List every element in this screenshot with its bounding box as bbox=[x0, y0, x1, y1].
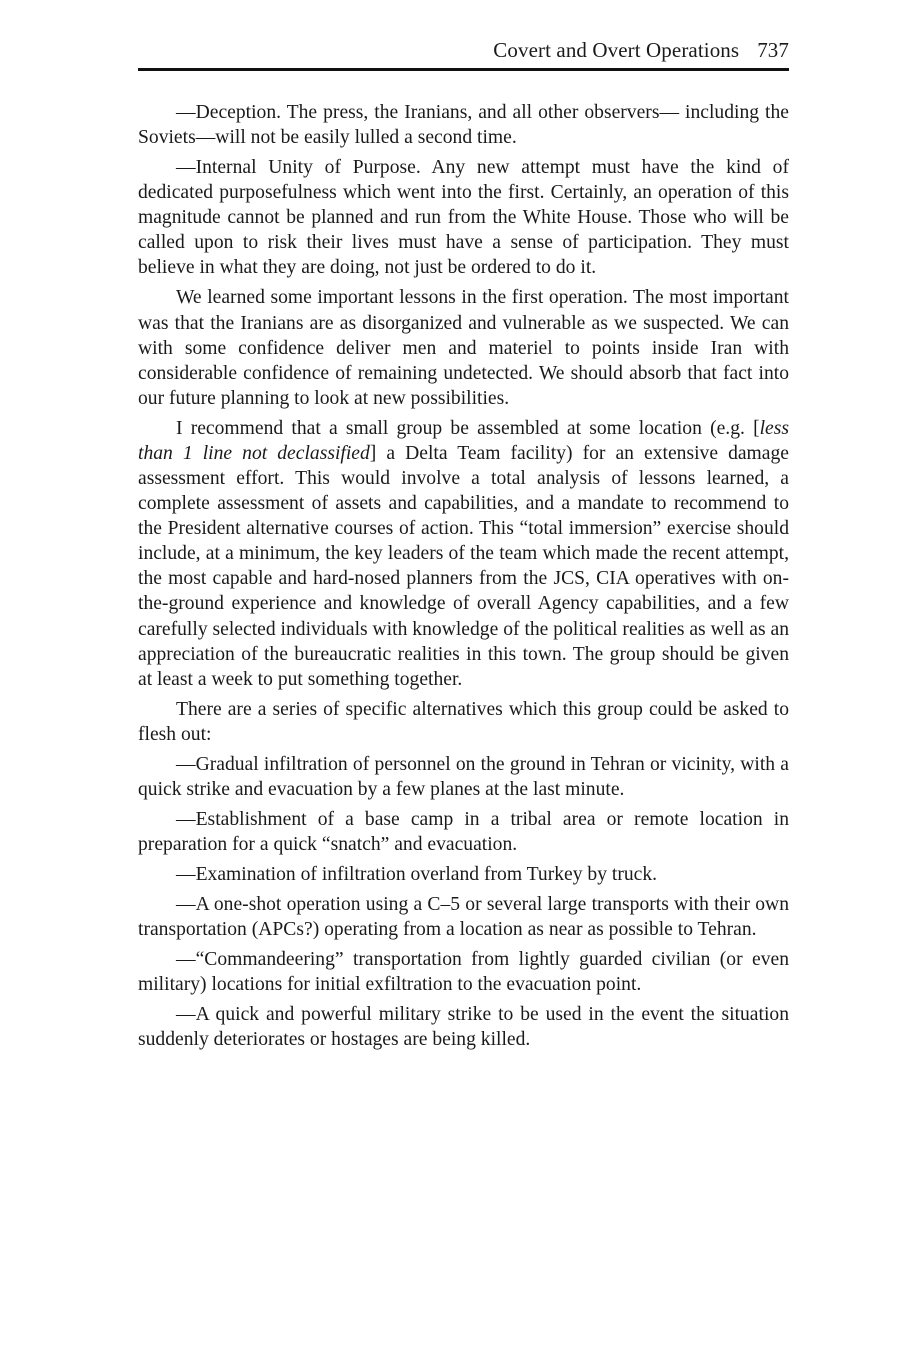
paragraph-lessons-learned: We learned some important lessons in the first operation. The most important was that the Iranians are as disorganized and vulnerable as we suspected. We can with some confidence deliver men and materiel to points inside Iran with considerable confidence of remaining undetected. We should absorb that fact into our future planning to look at new possibilities. bbox=[138, 287, 789, 409]
document-page bbox=[138, 0, 789, 1351]
recommendation-text-end: ] a Delta Team facility) for an extensive damage assessment effort. This would involve a total analysis of lessons learned, a complete assessment of assets and capabilities, and a mandate to recommend to the President alternative courses of action. This “total immersion” exercise should include, at a minimum, the key leaders of the team which made the recent attempt, the most capable and hard-nosed planners from the JCS, CIA operatives with on-the-ground experience and knowledge of overall Agency capabilities, and a few carefully selected individuals with knowledge of the political realities as well as an appreciation of the bureaucratic realities in this town. The group should be given at least a week to put something together. bbox=[138, 442, 789, 690]
body-text bbox=[138, 100, 789, 1057]
paragraph-alternative-turkey: —Examination of infiltration overland from Turkey by truck. bbox=[176, 863, 658, 885]
running-header bbox=[138, 36, 789, 64]
paragraph-alternative-infiltration: —Gradual infiltration of personnel on the ground in Tehran or vicinity, with a quick strike and evacuation by a few planes at the last minute. bbox=[138, 753, 789, 800]
paragraph-alternative-base-camp: —Establishment of a base camp in a tribal area or remote location in preparation for a quick “snatch” and evacuation. bbox=[138, 808, 789, 855]
page-number: 737 bbox=[757, 38, 789, 62]
paragraph-alternative-one-shot: —A one-shot operation using a C–5 or several large transports with their own transportation (APCs?) operating from a location as near as possible to Tehran. bbox=[138, 893, 789, 941]
recommendation-text-start: I recommend that a small group be assembled at some location (e.g. [ bbox=[176, 417, 760, 439]
paragraph-recommendation bbox=[138, 416, 789, 692]
header-rule bbox=[138, 68, 789, 71]
declassification-note: less than 1 line not declassified bbox=[138, 417, 789, 464]
paragraph-deception: —Deception. The press, the Iranians, and all other observers— including the Soviets—will not be easily lulled a second time. bbox=[138, 102, 789, 149]
paragraph-alternatives-intro: There are a series of specific alternatives which this group could be asked to flesh out: bbox=[138, 698, 789, 745]
paragraph-unity-of-purpose: —Internal Unity of Purpose. Any new attempt must have the kind of dedicated purposefulness which went into the first. Certainly, an operation of this magnitude cannot be planned and run from the White House. Those who will be called upon to risk their lives must have a sense of participation. They must believe in what they are doing, not just be ordered to do it. bbox=[138, 157, 789, 279]
running-title: Covert and Overt Operations bbox=[493, 38, 740, 62]
paragraph-alternative-commandeering: —“Commandeering” transportation from lightly guarded civilian (or even military) locations for initial exfiltration to the evacuation point. bbox=[138, 949, 789, 996]
paragraph-alternative-strike: —A quick and powerful military strike to be used in the event the situation suddenly deteriorates or hostages are being killed. bbox=[138, 1004, 789, 1051]
